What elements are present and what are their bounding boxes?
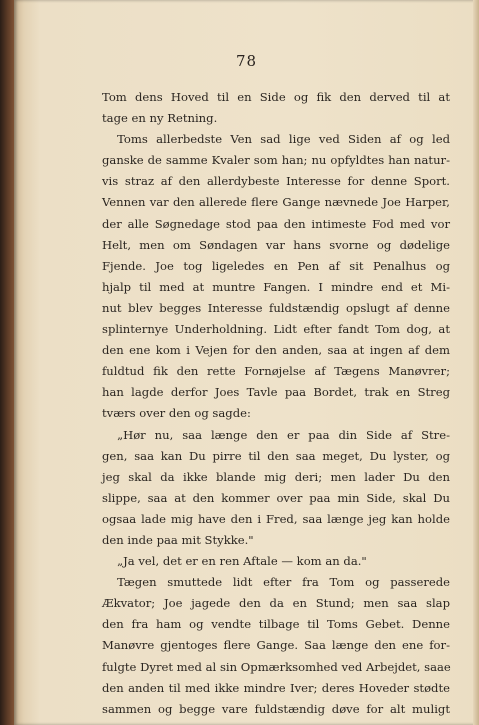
- body-text: [102, 87, 450, 720]
- text-line: slippe, saa at den kommer over paa min Side, skal Du: [102, 490, 450, 505]
- text-line: hjalp til med at muntre Fangen. I mindre end et Mi-: [102, 279, 450, 294]
- text-line: ogsaa lade mig have den i Fred, saa længe jeg kan holde: [102, 511, 450, 526]
- text-line: „Hør nu, saa længe den er paa din Side af Stre-: [117, 427, 450, 442]
- text-line: Tægen smuttede lidt efter fra Tom og passerede: [117, 575, 450, 590]
- text-line: den fra ham og vendte tilbage til Toms Gebet. Denne: [102, 617, 450, 632]
- text-line: gen, saa kan Du pirre til den saa meget, Du lyster, og: [102, 448, 450, 463]
- text-line: den inde paa mit Stykke.": [102, 532, 254, 547]
- text-line: ganske de samme Kvaler som han; nu opfyldtes han natur-: [102, 153, 450, 168]
- text-line: nut blev begges Interesse fuldstændig opslugt af denne: [102, 300, 450, 315]
- page-edge: [473, 0, 479, 725]
- text-line: jeg skal da ikke blande mig deri; men lader Du den: [102, 469, 450, 484]
- text-line: splinternye Underholdning. Lidt efter fandt Tom dog, at: [102, 322, 450, 337]
- text-line: den ene kom i Vejen for den anden, saa at ingen af dem: [102, 343, 450, 358]
- text-line: vis straz af den allerdybeste Interesse for denne Sport.: [102, 174, 450, 189]
- book-page: [14, 0, 479, 725]
- text-line: han lagde derfor Joes Tavle paa Bordet, trak en Streg: [102, 385, 450, 400]
- text-line: Helt, men om Søndagen var hans svorne og dødelige: [102, 237, 450, 252]
- text-line: Fjende. Joe tog ligeledes en Pen af sit Penalhus og: [102, 258, 450, 273]
- text-line: der alle Søgnedage stod paa den intimeste Fod med vor: [102, 216, 450, 231]
- text-line: Manøvre gjentoges flere Gange. Saa længe den ene for-: [102, 638, 450, 653]
- text-line: Vennen var den allerede flere Gange nævnede Joe Harper,: [102, 195, 450, 210]
- text-line: tværs over den og sagde:: [102, 406, 251, 421]
- text-line: fulgte Dyret med al sin Opmærksomhed ved Arbejdet, saae: [102, 659, 451, 674]
- text-line: Ækvator; Joe jagede den da en Stund; men saa slap: [102, 596, 450, 611]
- text-line: Tom dens Hoved til en Side og fik den derved til at: [102, 90, 450, 104]
- text-line: tage en ny Retning.: [102, 111, 218, 126]
- page-number: 78: [235, 52, 258, 70]
- text-line: Toms allerbedste Ven sad lige ved Siden af og led: [117, 132, 450, 147]
- text-line: „Ja vel, det er en ren Aftale — kom an da.": [117, 554, 367, 569]
- text-line: fuldtud fik den rette Fornøjelse af Tægens Manøvrer;: [102, 364, 450, 379]
- text-line: den anden til med ikke mindre Iver; deres Hoveder stødte: [102, 680, 450, 695]
- text-line: sammen og begge vare fuldstændig døve for alt muligt: [102, 701, 450, 716]
